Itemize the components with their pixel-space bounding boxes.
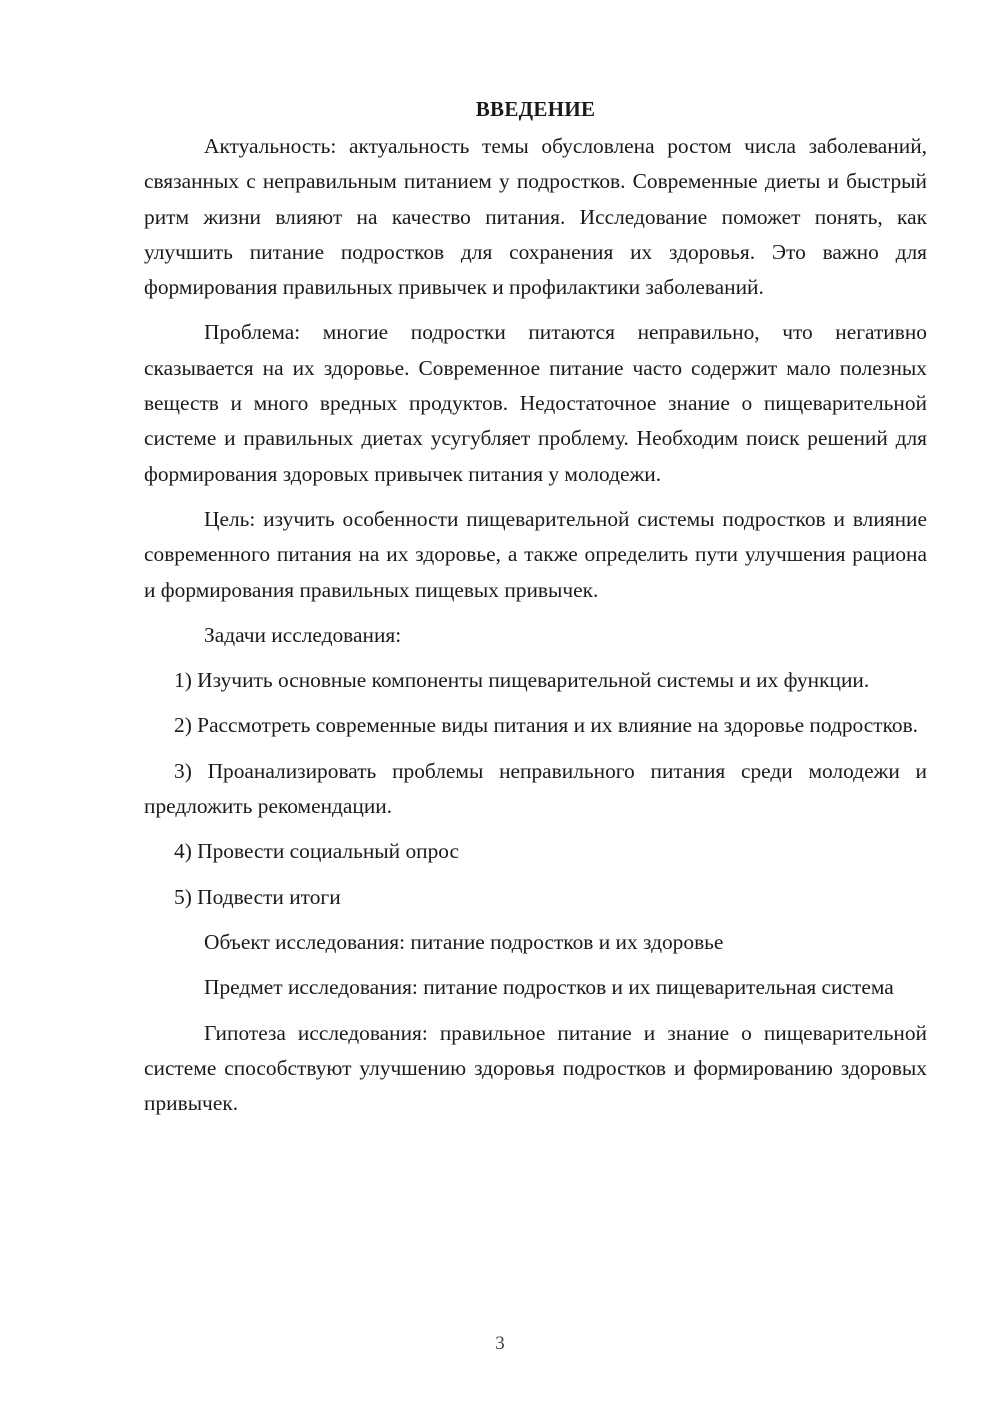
task-item: 4) Провести социальный опрос xyxy=(174,839,460,864)
subject-paragraph: Предмет исследования: питание подростков и их пищеварительная система xyxy=(204,975,894,1000)
task-item: 2) Рассмотреть современные виды питания и их влияние на здоровье подростков. xyxy=(174,713,919,738)
page-title: ВВЕДЕНИЕ xyxy=(475,97,596,121)
document-page xyxy=(144,92,927,1131)
problem-paragraph: Проблема: многие подростки питаются неправильно, что негативно сказывается на их здоровье. Современное питание часто содержит мало полезных веществ и много вредных продуктов. Недостаточное знание о пищеварительной системе и правильных диетах усугубляет проблему. Необходим поиск решений для формирования здоровых привычек питания у молодежи. xyxy=(144,320,927,486)
relevance-paragraph: Актуальность: актуальность темы обусловлена ростом числа заболеваний, связанных с неправильным питанием у подростков. Современные диеты и быстрый ритм жизни влияют на качество питания. Исследование поможет понять, как улучшить питание подростков для сохранения их здоровья. Это важно для формирования правильных привычек и профилактики заболеваний. xyxy=(144,134,927,300)
tasks-heading: Задачи исследования: xyxy=(204,622,402,647)
page-number: 3 xyxy=(495,1333,505,1354)
goal-paragraph: Цель: изучить особенности пищеварительной системы подростков и влияние современного питания на их здоровье, а также определить пути улучшения рациона и формирования правильных пищевых привычек. xyxy=(144,506,927,602)
task-item: 1) Изучить основные компоненты пищеварительной системы и их функции. xyxy=(174,668,870,693)
task-item: 3) Проанализировать проблемы неправильного питания среди молодежи и предложить рекомендации. xyxy=(144,758,927,819)
task-item: 5) Подвести итоги xyxy=(174,884,341,909)
hypothesis-paragraph: Гипотеза исследования: правильное питание и знание о пищеварительной системе способствуют улучшению здоровья подростков и формированию здоровых привычек. xyxy=(144,1020,927,1116)
object-paragraph: Объект исследования: питание подростков и их здоровье xyxy=(204,929,724,954)
